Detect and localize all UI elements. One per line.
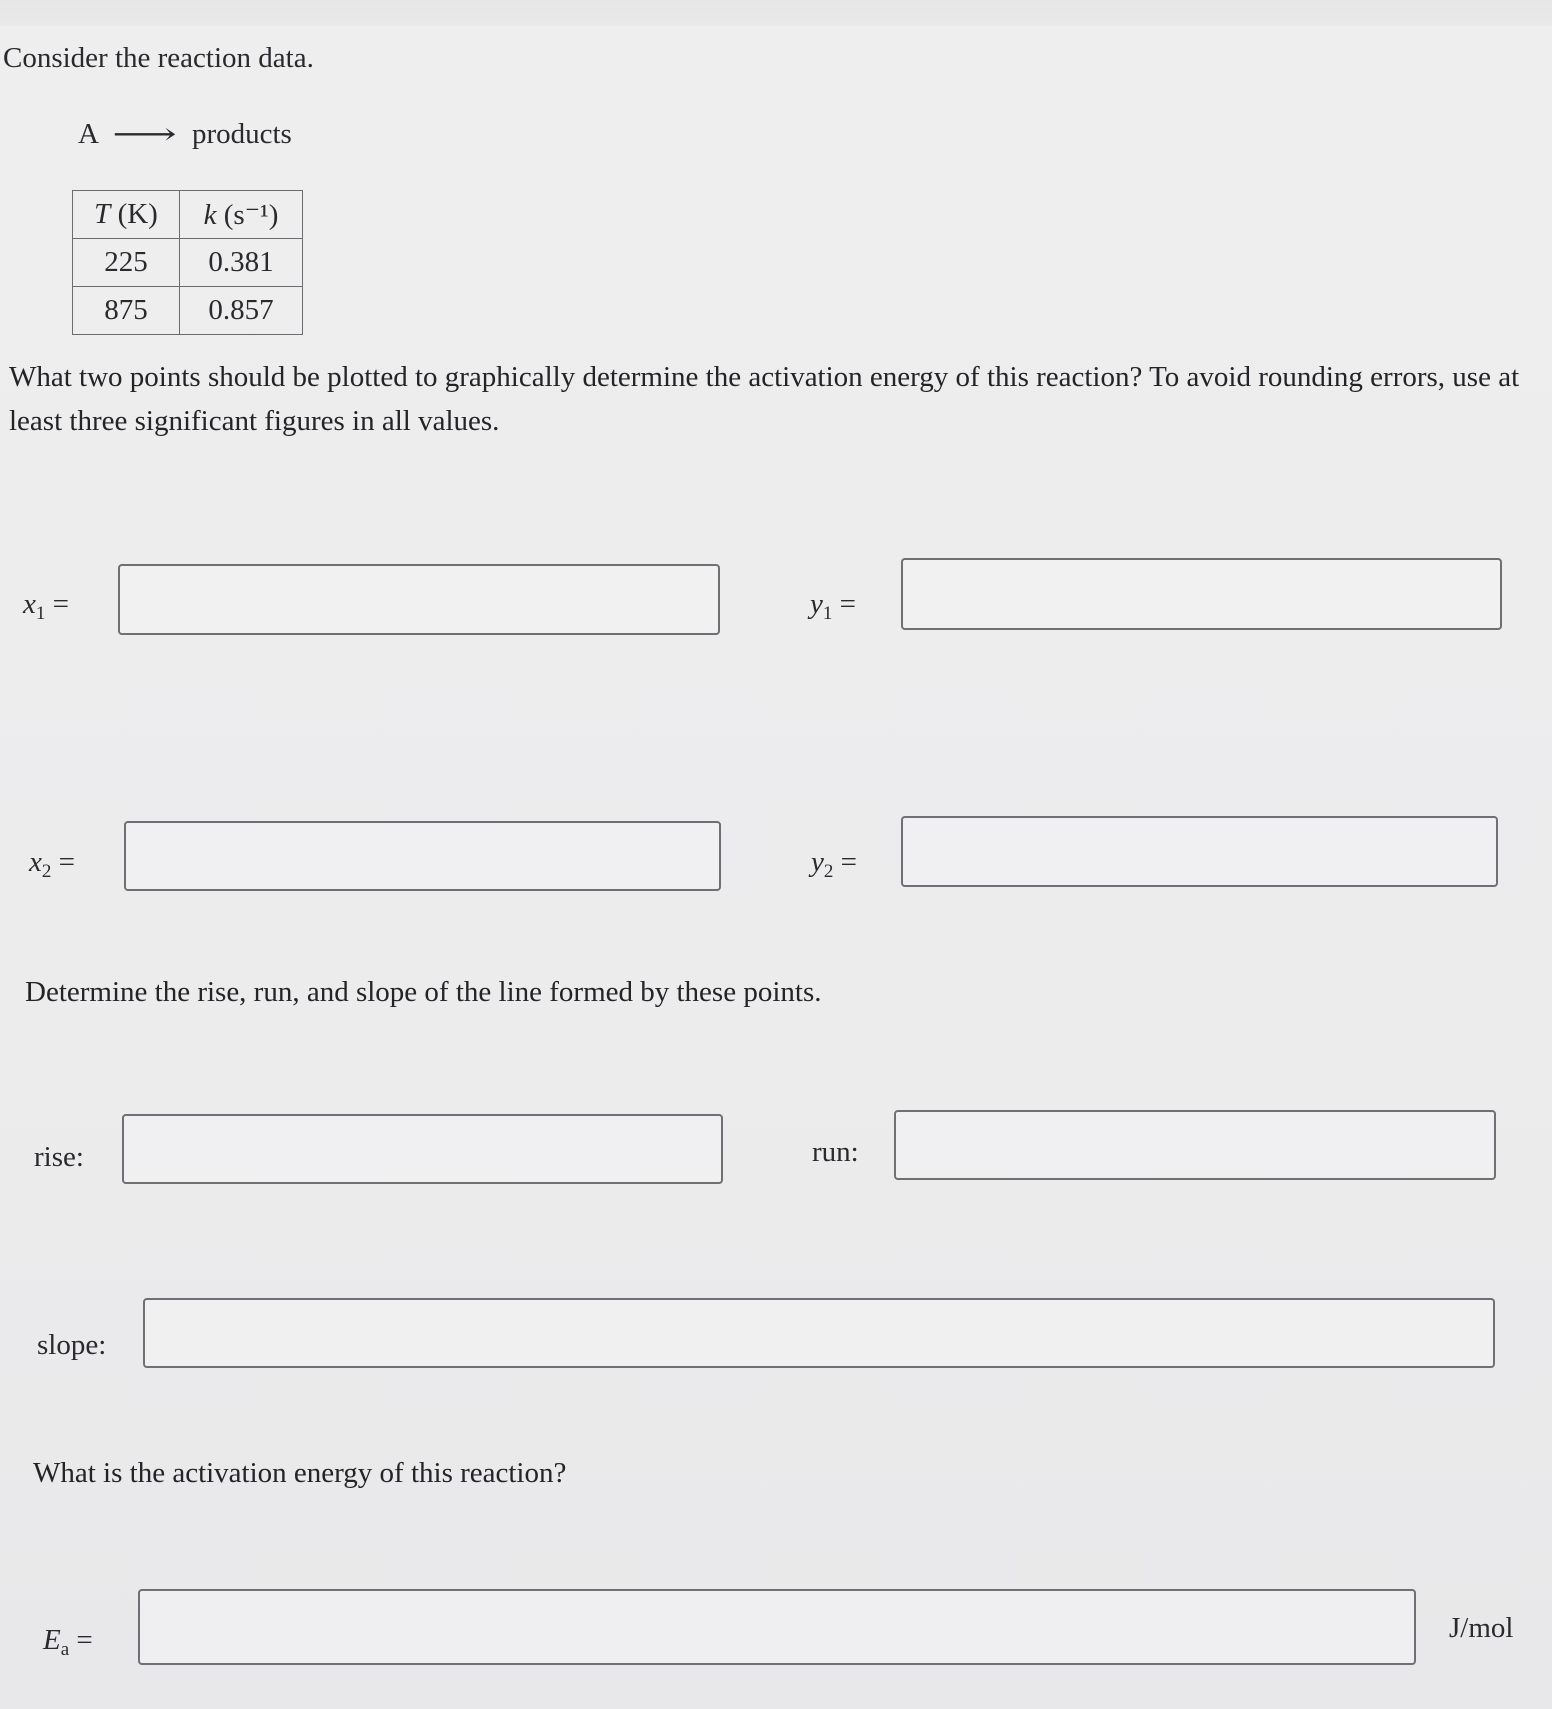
x1-label: $x_1$ = [23,588,69,624]
y2-label: $y_2$ = [811,846,857,882]
x2-label: $x_2$ = [29,846,75,882]
y1-input[interactable] [901,558,1502,630]
table-header-row [73,191,303,239]
table-cell-temperature: 225 [73,239,180,287]
x2-input[interactable] [124,821,721,891]
rise-label: rise: [34,1141,84,1173]
reaction-arrow-icon: ⟶ [112,117,177,151]
table-cell-rate-constant: 0.381 [180,239,303,287]
reaction-equation [78,118,292,151]
intro-text: Consider the reaction data. [3,42,314,74]
run-label: run: [812,1136,859,1168]
table-row [73,287,303,335]
question-text: What two points should be plotted to graphically determine the activation energy of this reaction? To avoid rounding errors, use at least three significant figures in all values. [9,361,1520,437]
activation-energy-unit: J/mol [1449,1612,1514,1644]
header-rate-constant: k (s⁻¹) [180,191,303,239]
slope-label: slope: [37,1329,107,1361]
slope-input[interactable] [143,1298,1495,1368]
header-temperature: T (K) [73,191,180,239]
table-cell-temperature: 875 [73,287,180,335]
activation-energy-input[interactable] [138,1589,1416,1665]
rise-input[interactable] [122,1114,723,1184]
table-cell-rate-constant: 0.857 [180,287,303,335]
reactant-label: A [78,118,99,150]
ea-label: $E_a$ = [43,1624,93,1660]
product-label: products [191,118,292,150]
y1-label: $y_1$ = [810,588,856,624]
run-input[interactable] [894,1110,1496,1180]
reaction-data-table [72,190,303,335]
y2-input[interactable] [901,816,1498,887]
x1-input[interactable] [118,564,720,635]
activation-energy-prompt: What is the activation energy of this reaction? [33,1457,567,1489]
rise-run-prompt: Determine the rise, run, and slope of the line formed by these points. [25,976,822,1008]
table-row [73,239,303,287]
